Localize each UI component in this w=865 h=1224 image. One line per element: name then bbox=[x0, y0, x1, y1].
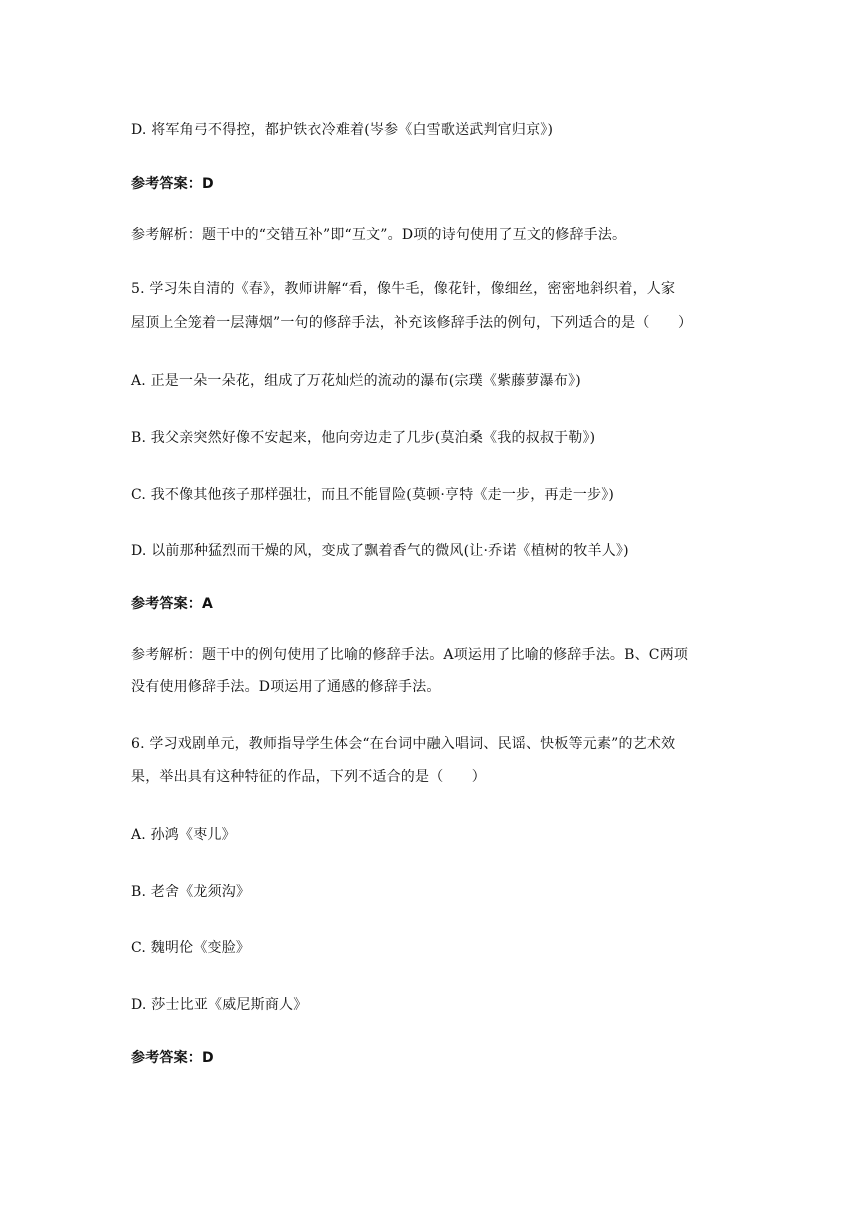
q5-stem-line-1: 5. 学习朱自清的《春》，教师讲解“看，像牛毛，像花针，像细丝，密密地斜织着，人家 bbox=[131, 281, 676, 297]
q6-answer: 参考答案：D bbox=[131, 1050, 214, 1066]
q6-option-c: C. 魏明伦《变脸》 bbox=[131, 940, 251, 956]
q6-stem-line-2: 果，举出具有这种特征的作品，下列不适合的是（ ） bbox=[131, 769, 486, 785]
q5-option-d: D. 以前那种猛烈而干燥的风，变成了飘着香气的微风(让·乔诺《植树的牧羊人》) bbox=[131, 543, 629, 559]
q6-stem-line-1: 6. 学习戏剧单元，教师指导学生体会“在台词中融入唱词、民谣、快板等元素”的艺术效 bbox=[131, 736, 676, 752]
q4-option-d: D. 将军角弓不得控，都护铁衣冷难着(岑参《白雪歌送武判官归京》) bbox=[131, 122, 554, 138]
q5-analysis-line-1: 参考解析：题干中的例句使用了比喻的修辞手法。A项运用了比喻的修辞手法。B、C两项 bbox=[131, 647, 689, 663]
q5-answer: 参考答案：A bbox=[131, 596, 214, 612]
q6-option-a: A. 孙鸿《枣儿》 bbox=[131, 827, 236, 843]
q4-analysis: 参考解析：题干中的“交错互补”即“互文”。D项的诗句使用了互文的修辞手法。 bbox=[131, 227, 627, 243]
q5-option-c: C. 我不像其他孩子那样强壮，而且不能冒险(莫顿·亨特《走一步，再走一步》) bbox=[131, 487, 615, 503]
q6-option-d: D. 莎士比亚《威尼斯商人》 bbox=[131, 997, 308, 1013]
q6-option-b: B. 老舍《龙须沟》 bbox=[131, 884, 251, 900]
q5-option-b: B. 我父亲突然好像不安起来，他向旁边走了几步(莫泊桑《我的叔叔于勒》) bbox=[131, 430, 596, 446]
q5-stem-line-2: 屋顶上全笼着一层薄烟”一句的修辞手法，补充该修辞手法的例句，下列适合的是（ ） bbox=[131, 315, 693, 331]
q4-answer: 参考答案：D bbox=[131, 176, 214, 192]
q5-analysis-line-2: 没有使用修辞手法。D项运用了通感的修辞手法。 bbox=[131, 679, 441, 695]
q5-option-a: A. 正是一朵一朵花，组成了万花灿烂的流动的瀑布(宗璞《紫藤萝瀑布》) bbox=[131, 373, 581, 389]
